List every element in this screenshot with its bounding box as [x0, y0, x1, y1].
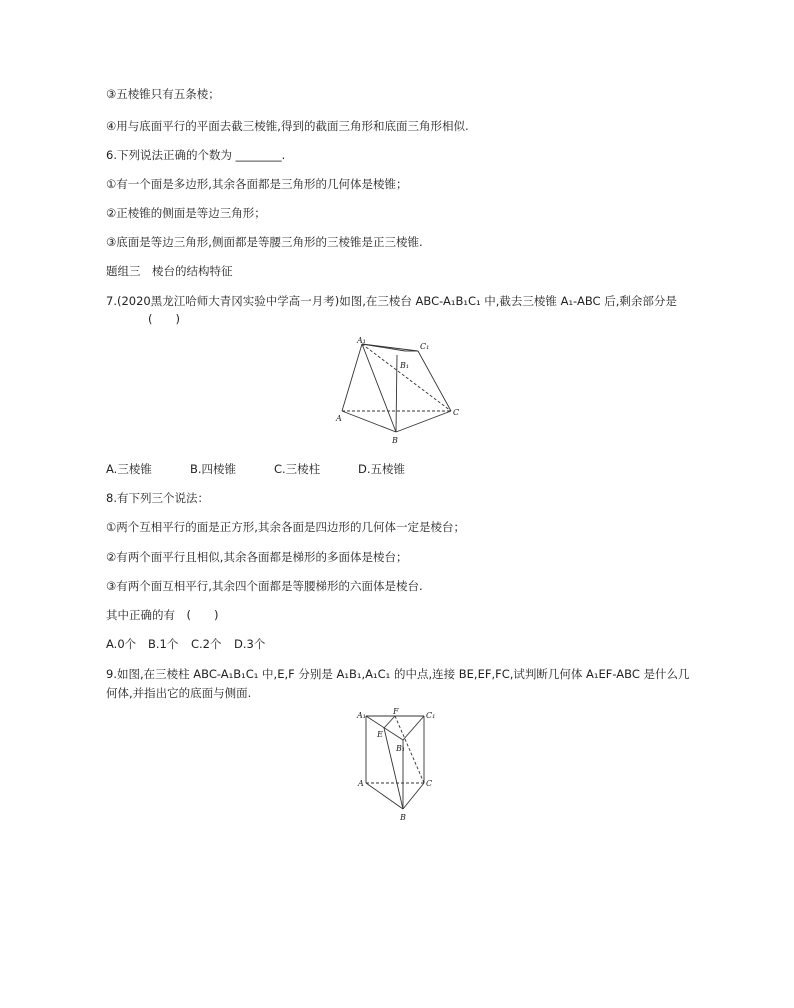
q8-statement-3: ③有两个面互相平行,其余四个面都是等腰梯形的六面体是棱台.	[106, 579, 423, 593]
label-a: A	[336, 414, 342, 423]
q8-statement-2: ②有两个面平行且相似,其余各面都是梯形的多面体是棱台；	[106, 550, 408, 564]
question-7: 7.(2020黑龙江哈师大青冈实验中学高一月考)如图,在三棱台 ABC-A₁B₁C₁ 中,截去三棱锥 A₁-ABC 后,剩余部分是	[106, 294, 677, 308]
label-b1: B₁	[396, 744, 406, 753]
edge-b1b	[396, 355, 397, 432]
q6-statement-3: ③底面是等边三角形,侧面都是等腰三角形的三棱锥是正三棱锥.	[106, 235, 423, 249]
q7-option-b[interactable]: B.四棱锥	[190, 462, 237, 476]
q8-option-b[interactable]: B.1个	[148, 637, 179, 651]
edge-a1a	[342, 344, 362, 411]
section-heading-group3: 题组三 棱台的结构特征	[106, 264, 233, 278]
label-a: A	[358, 779, 364, 788]
q8-statement-1: ①两个互相平行的面是正方形,其余各面是四边形的几何体一定是棱台；	[106, 520, 465, 534]
q7-option-a[interactable]: A.三棱锥	[106, 462, 152, 476]
label-c1: C₁	[426, 711, 436, 720]
q8-option-a[interactable]: A.0个	[106, 637, 137, 651]
q6-statement-1: ①有一个面是多边形,其余各面都是三角形的几何体是棱锥；	[106, 177, 408, 191]
label-f: F	[393, 707, 399, 716]
q8-ask: 其中正确的有 ( )	[106, 608, 219, 622]
statement-3: ③五棱锥只有五条棱；	[106, 87, 220, 101]
q8-option-d[interactable]: D.3个	[234, 637, 266, 651]
label-c1: C₁	[420, 342, 430, 351]
label-b: B	[392, 436, 398, 445]
question-9: 9.如图,在三棱柱 ABC-A₁B₁C₁ 中,E,F 分别是 A₁B₁,A₁C₁ 的中点,连接 BE,EF,FC,试判断几何体 A₁EF-ABC 是什么几何体,并指出它的底面与侧面.	[106, 667, 690, 700]
label-b: B	[400, 813, 406, 822]
edge-be	[384, 728, 406, 809]
label-b1: B₁	[400, 361, 410, 370]
edge-a1b1	[362, 344, 405, 351]
label-a1: A₁	[357, 336, 366, 345]
q8-option-c[interactable]: C.2个	[191, 637, 222, 651]
edge-ab	[342, 411, 396, 432]
q7-option-d[interactable]: D.五棱锥	[358, 462, 406, 476]
label-a1: A₁	[357, 711, 366, 720]
q6-statement-2: ②正棱锥的侧面是等边三角形；	[106, 206, 266, 220]
q7-options	[106, 461, 405, 477]
q7-answer-paren: ( )	[148, 312, 180, 326]
label-c: C	[453, 408, 460, 417]
edge-ef	[384, 716, 395, 728]
statement-4: ④用与底面平行的平面去截三棱锥,得到的截面三角形和底面三角形相似.	[106, 119, 469, 133]
q8-options	[106, 636, 265, 652]
edge-c1c	[418, 351, 451, 411]
edge-bc	[396, 411, 451, 432]
figure-frustum	[330, 335, 465, 447]
label-e: E	[377, 730, 383, 739]
question-8: 8.有下列三个说法：	[106, 491, 209, 505]
figure-prism	[352, 707, 442, 825]
question-6: 6.下列说法正确的个数为 ________.	[106, 148, 286, 162]
edge-bc	[403, 783, 424, 809]
label-c: C	[426, 779, 433, 788]
q7-option-c[interactable]: C.三棱柱	[274, 462, 321, 476]
edge-b1c1	[403, 716, 424, 740]
